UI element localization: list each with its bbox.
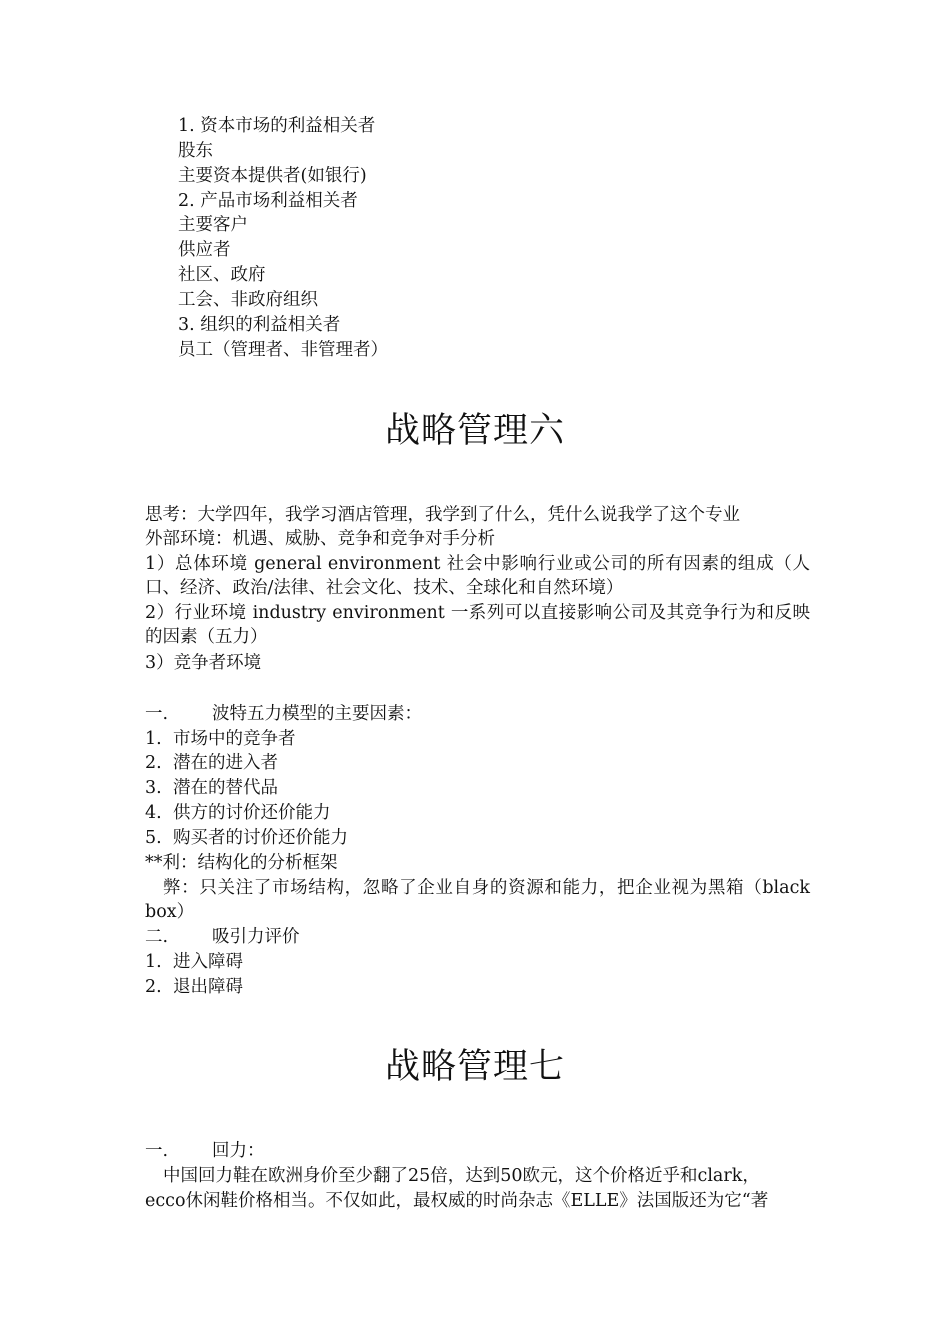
pro-paragraph: **利：结构化的分析框架	[145, 853, 338, 873]
list-item-organization: 3. 组织的利益相关者	[178, 315, 341, 335]
list-item-capital-providers: 主要资本提供者(如银行)	[178, 166, 367, 186]
list-item-text: 购买者的讨价还价能力	[173, 828, 348, 848]
list-item	[145, 950, 810, 974]
list-item	[145, 801, 810, 825]
huili-heading-text: 回力：	[212, 1141, 265, 1161]
attraction-heading-text: 吸引力评价	[212, 927, 300, 947]
list-item	[145, 776, 810, 800]
con-paragraph: 弊：只关注了市场结构，忽略了企业自身的资源和能力，把企业视为黑箱（black box）	[145, 878, 810, 922]
list-item-employees: 员工（管理者、非管理者）	[178, 340, 388, 360]
huili-paragraph-line-1: 中国回力鞋在欧洲身价至少翻了25倍，达到50欧元，这个价格近乎和clark，	[163, 1166, 760, 1186]
list-item-number: 1.	[145, 952, 162, 972]
list-item-text: 潜在的进入者	[173, 753, 278, 773]
porter-heading-number: 一.	[145, 704, 169, 724]
section-title-six: 战略管理六	[384, 411, 565, 451]
list-item-number: 3.	[145, 778, 162, 798]
list-item-number: 5.	[145, 828, 162, 848]
list-item-number: 4.	[145, 803, 162, 823]
huili-paragraph-line-2: ecco休闲鞋价格相当。不仅如此，最权威的时尚杂志《ELLE》法国版还为它“著	[145, 1191, 769, 1211]
attraction-heading-number: 二.	[145, 927, 169, 947]
list-item	[145, 727, 810, 751]
industry-env-paragraph: 2）行业环境 industry environment 一系列可以直接影响公司及其竞争行为和反映的因素（五力）	[145, 603, 810, 647]
list-item-number: 2.	[145, 753, 162, 773]
list-item	[145, 751, 810, 775]
list-item-text: 市场中的竞争者	[173, 729, 296, 749]
list-item-community: 社区、政府	[178, 265, 266, 285]
list-item-text: 供方的讨价还价能力	[173, 803, 331, 823]
huili-heading	[145, 1139, 810, 1163]
porter-heading	[145, 702, 810, 726]
section-title-seven: 战略管理七	[384, 1047, 565, 1087]
list-item-capital-market: 1. 资本市场的利益相关者	[178, 116, 376, 136]
porter-heading-text: 波特五力模型的主要因素：	[212, 704, 422, 724]
list-item-text: 进入障碍	[173, 952, 243, 972]
list-item-text: 潜在的替代品	[173, 778, 278, 798]
list-item-text: 退出障碍	[173, 977, 243, 997]
list-item-product-market: 2. 产品市场利益相关者	[178, 191, 358, 211]
list-item-unions: 工会、非政府组织	[178, 290, 318, 310]
list-item	[145, 975, 810, 999]
external-env-paragraph: 外部环境：机遇、威胁、竞争和竞争对手分析	[145, 529, 495, 549]
list-item-shareholders: 股东	[178, 141, 213, 161]
list-item	[145, 826, 810, 850]
list-item-suppliers: 供应者	[178, 240, 231, 260]
list-item-number: 1.	[145, 729, 162, 749]
huili-heading-number: 一.	[145, 1141, 169, 1161]
competitor-env-paragraph: 3）竞争者环境	[145, 653, 262, 673]
list-item-customers: 主要客户	[178, 215, 248, 235]
attraction-heading	[145, 925, 810, 949]
list-item-number: 2.	[145, 977, 162, 997]
think-paragraph: 思考：大学四年，我学习酒店管理，我学到了什么，凭什么说我学了这个专业	[145, 505, 740, 525]
general-env-paragraph: 1）总体环境 general environment 社会中影响行业或公司的所有因素的组成（人口、经济、政治/法律、社会文化、技术、全球化和自然环境）	[145, 554, 810, 598]
